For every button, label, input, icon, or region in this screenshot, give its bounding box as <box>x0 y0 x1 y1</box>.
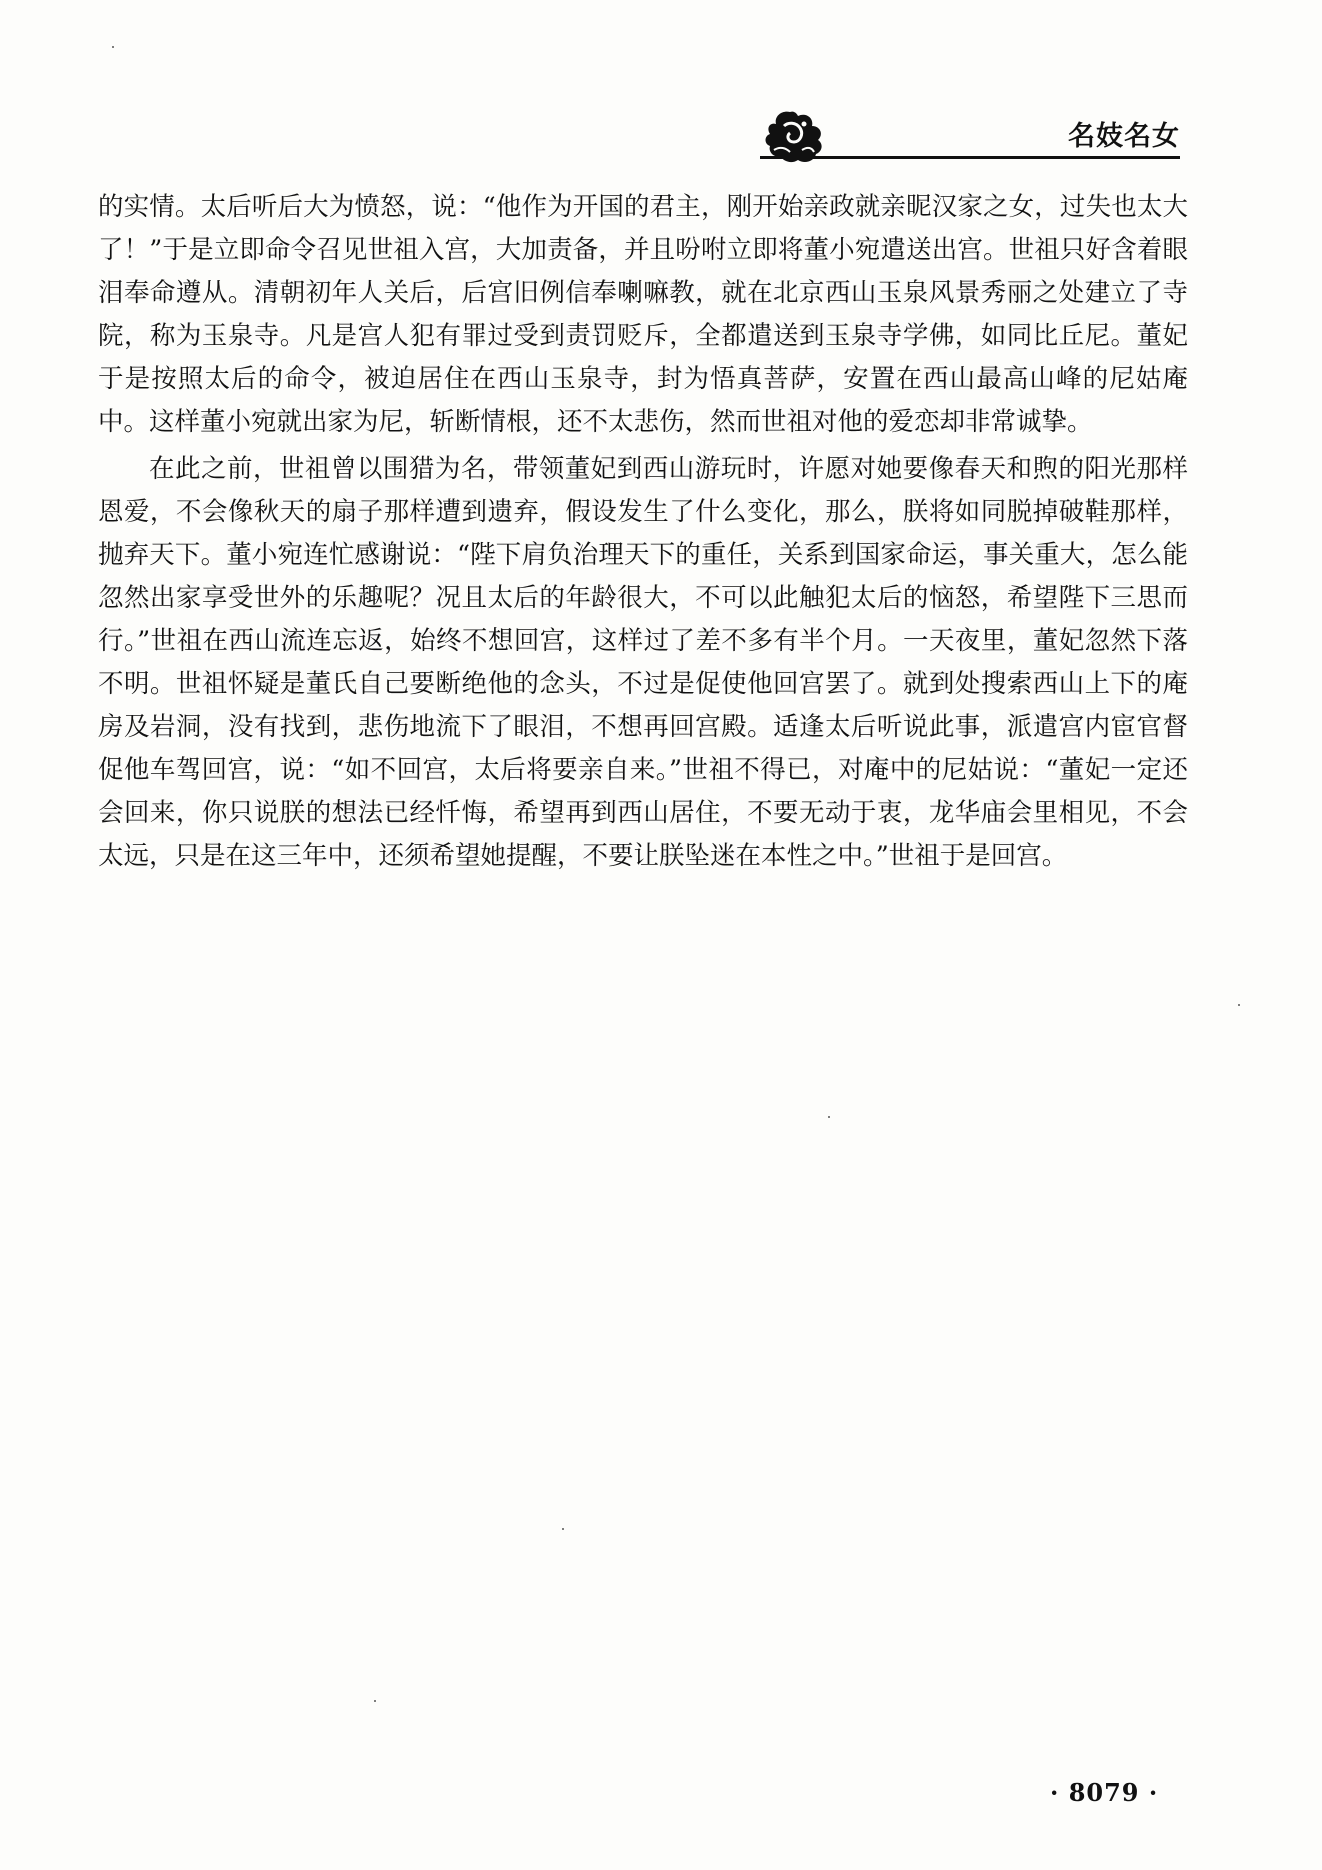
scan-speck <box>1238 1004 1240 1006</box>
scan-speck <box>112 46 114 48</box>
header-rule <box>760 156 1180 159</box>
scan-speck <box>562 1528 564 1530</box>
header-title: 名妓名女 <box>1068 121 1180 152</box>
running-header <box>760 106 1180 168</box>
scan-speck <box>828 1116 830 1118</box>
scan-speck <box>374 1700 376 1702</box>
paragraph-1: 的实情。太后听后大为愤怒，说：“他作为开国的君主，刚开始亲政就亲昵汉家之女，过失也太大了！”于是立即命令召见世祖入宫，大加责备，并且吩咐立即将董小宛遣送出宫。世祖只好含着眼泪奉命遵从。清朝初年人关后，后宫旧例信奉喇嘛教，就在北京西山玉泉风景秀丽之处建立了寺院，称为玉泉寺。凡是宫人犯有罪过受到责罚贬斥，全都遣送到玉泉寺学佛，如同比丘尼。董妃于是按照太后的命令，被迫居住在西山玉泉寺，封为悟真菩萨，安置在西山最高山峰的尼姑庵中。这样董小宛就出家为尼，斩断情根，还不太悲伤，然而世祖对他的爱恋却非常诚挚。 <box>98 192 1188 437</box>
paragraph-2: 在此之前，世祖曾以围猎为名，带领董妃到西山游玩时，许愿对她要像春天和煦的阳光那样恩爱，不会像秋天的扇子那样遭到遗弃，假设发生了什么变化，那么，朕将如同脱掉破鞋那样，抛弃天下。董小宛连忙感谢说：“陛下肩负治理天下的重任，关系到国家命运，事关重大，怎么能忽然出家享受世外的乐趣呢？况且太后的年龄很大，不可以此触犯太后的恼怒，希望陛下三思而行。”世祖在西山流连忘返，始终不想回宫，这样过了差不多有半个月。一天夜里，董妃忽然下落不明。世祖怀疑是董氏自己要断绝他的念头，不过是促使他回宫罢了。就到处搜索西山上下的庵房及岩洞，没有找到，悲伤地流下了眼泪，不想再回宫殿。适逢太后听说此事，派遣宫内宦官督促他车驾回宫，说：“如不回宫，太后将要亲自来。”世祖不得已，对庵中的尼姑说：“董妃一定还会回来，你只说朕的想法已经忏悔，希望再到西山居住，不要无动于衷，龙华庙会里相见，不会太远，只是在这三年中，还须希望她提醒，不要让朕坠迷在本性之中。”世祖于是回宫。 <box>98 454 1188 871</box>
page-number: · 8079 · <box>1050 1778 1159 1807</box>
body-text <box>98 186 1188 878</box>
